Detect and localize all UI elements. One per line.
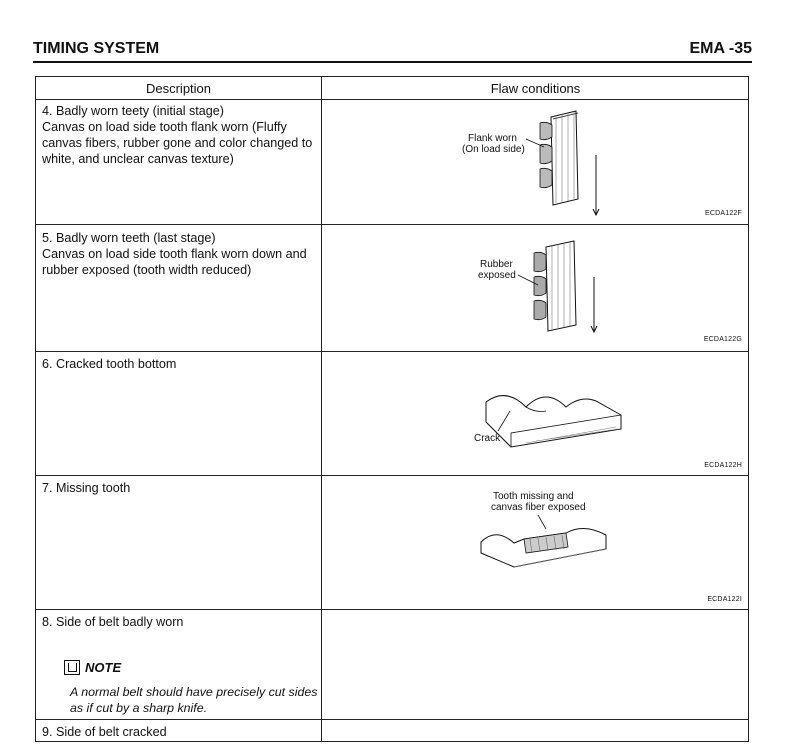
column-header-flaw: Flaw conditions xyxy=(490,81,581,96)
row-5-description: 5. Badly worn teeth (last stage) Canvas on load side tooth flank worn down and rubber exposed (tooth width reduced) xyxy=(42,231,307,277)
row-divider xyxy=(36,609,748,610)
figure-label-exposed: exposed xyxy=(478,270,516,281)
exposed-rubber-figure xyxy=(466,237,636,337)
cracked-bottom-figure xyxy=(466,367,646,457)
row-6-description: 6. Cracked tooth bottom xyxy=(42,357,177,371)
header-rule xyxy=(33,61,752,63)
section-title: TIMING SYSTEM xyxy=(33,40,160,57)
missing-tooth-figure xyxy=(466,487,646,587)
row-4-description: 4. Badly worn teety (initial stage) Canvas on load side tooth flank worn (Fluffy canvas fibers, rubber gone and color changed to white, and unclear canvas texture) xyxy=(42,104,313,166)
figure-label-flank: Flank worn xyxy=(468,133,517,144)
page-header xyxy=(33,40,752,62)
column-divider xyxy=(321,77,322,741)
figure-code: ECDA122G xyxy=(703,336,742,343)
note-text: A normal belt should have precisely cut sides as if cut by a sharp knife. xyxy=(70,685,318,715)
note-title: NOTE xyxy=(85,660,122,675)
figure-code: ECDA122I xyxy=(707,596,742,603)
row-8-description: 8. Side of belt badly worn xyxy=(42,615,184,629)
row-divider xyxy=(36,99,748,100)
note-book-icon xyxy=(64,660,80,675)
figure-label-crack: Crack xyxy=(474,433,501,444)
figure-label-canvas-fiber: canvas fiber exposed xyxy=(491,502,586,513)
row-divider xyxy=(36,224,748,225)
flaw-table xyxy=(35,76,749,742)
row-9-description: 9. Side of belt cracked xyxy=(42,725,167,739)
figure-code: ECDA122F xyxy=(704,210,742,217)
row-divider xyxy=(36,475,748,476)
figure-label-load-side: (On load side) xyxy=(462,144,525,155)
row-7-description: 7. Missing tooth xyxy=(42,481,131,495)
column-header-description: Description xyxy=(145,81,212,96)
row-divider xyxy=(36,351,748,352)
figure-label-tooth-missing: Tooth missing and xyxy=(493,491,574,502)
figure-code: ECDA122H xyxy=(704,462,742,469)
page-number: EMA -35 xyxy=(689,40,752,57)
worn-tooth-figure xyxy=(456,107,636,217)
note-heading xyxy=(64,660,121,675)
figure-label-rubber: Rubber xyxy=(480,259,513,270)
row-divider xyxy=(36,719,748,720)
